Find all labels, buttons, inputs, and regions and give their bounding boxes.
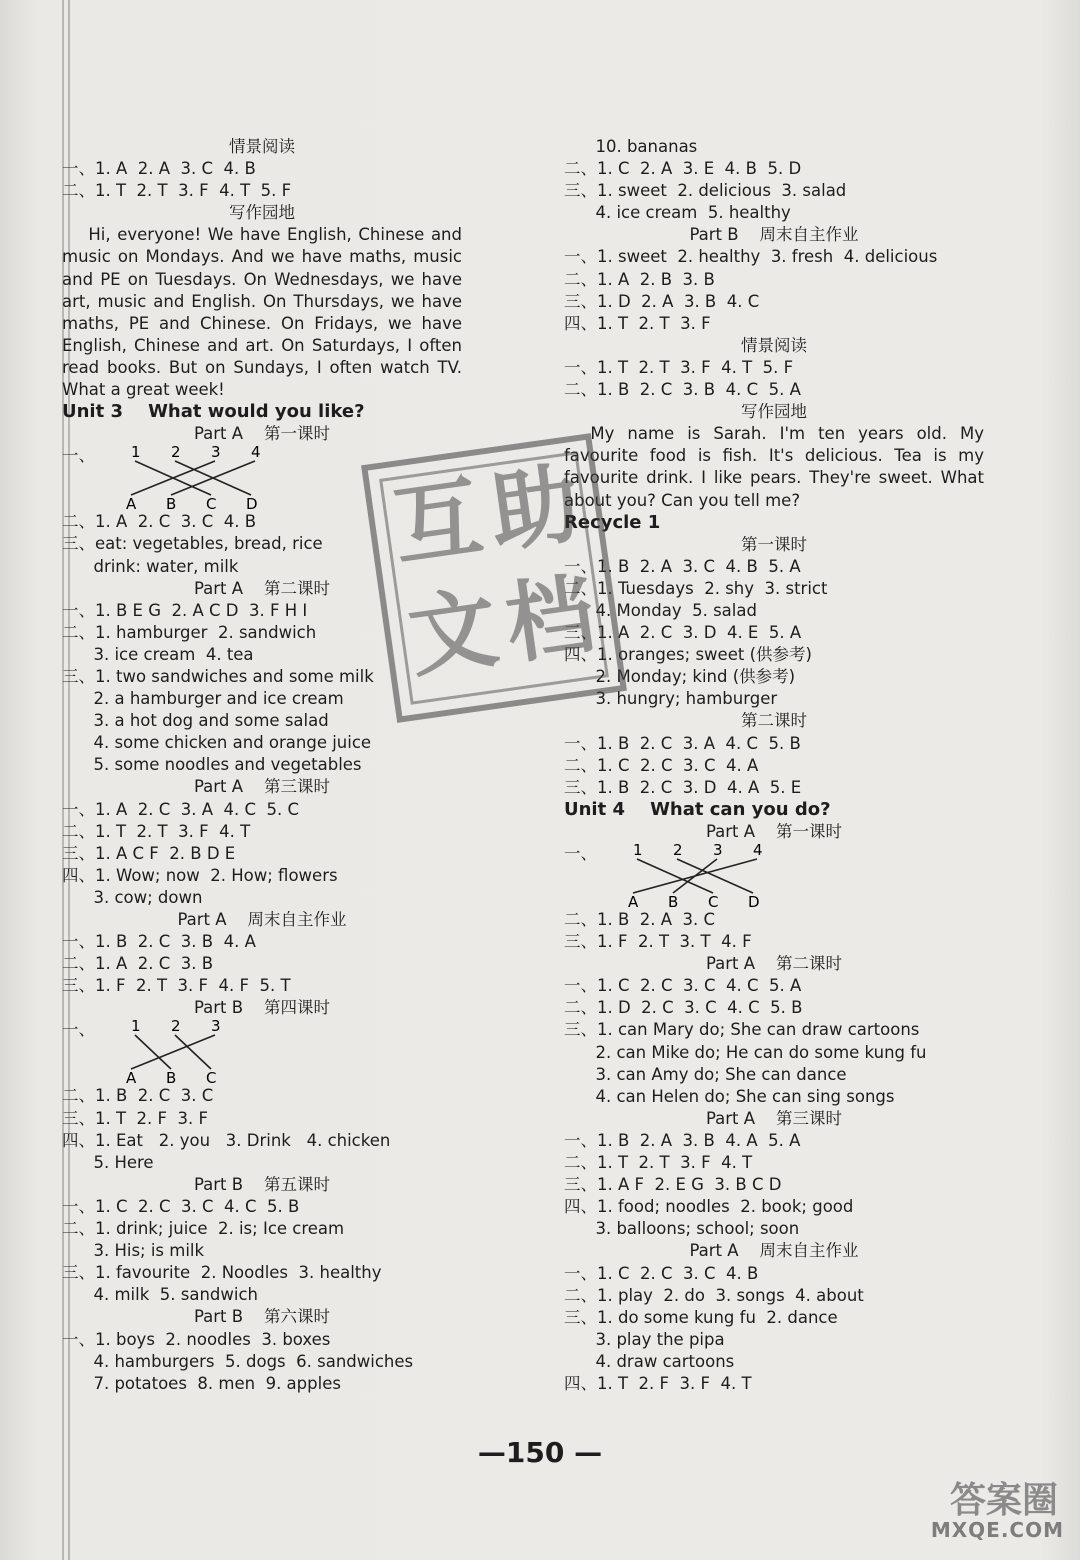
answer-line: 一、1. B 2. A 3. B 4. A 5. A <box>564 1130 801 1150</box>
matching-bottom-label: D <box>748 893 760 909</box>
section-heading: Part A 第二课时 <box>193 578 331 598</box>
answer-line: 二、1. A 2. C 3. C 4. B <box>62 512 257 532</box>
answer-line: 二、1. B 2. A 3. C <box>564 910 716 929</box>
matching-bottom-label: B <box>166 495 177 512</box>
answer-line: 3. can Amy do; She can dance <box>564 1064 847 1084</box>
writing-paragraph: My name is Sarah. I'm ten years old. My favourite food is fish. It's delicious. Tea is my favourite drink. I like pears. They're sweet. What about you? Can you tell me? <box>564 424 984 510</box>
unit-title: Unit 3 What would you like? <box>62 401 365 423</box>
answer-line: 5. some noodles and vegetables <box>62 755 362 775</box>
matching-top-label: 1 <box>131 1019 141 1036</box>
answer-line: 三、1. B 2. C 3. D 4. A 5. E <box>564 777 802 797</box>
answer-line: 一、1. C 2. C 3. C 4. C 5. A <box>564 976 802 996</box>
matching-bottom-label: C <box>708 893 719 909</box>
section-heading: Part A 第二课时 <box>705 954 843 974</box>
section-heading: Part A 第一课时 <box>705 821 843 841</box>
writing-paragraph: Hi, everyone! We have English, Chinese and music on Mondays. And we have maths, music and PE on Tuesdays. On Wednesdays, we have art, music and English. On Thursdays, we have maths, PE and Chinese. On Fridays, we have English, Chinese and art. On Saturdays, I often read books. But on Sundays, I often watch TV. What a great week! <box>62 225 462 400</box>
answer-line: 3. hungry; hamburger <box>564 689 778 709</box>
matching-diagram <box>597 843 797 909</box>
watermark-logo <box>868 1472 1068 1542</box>
answer-line: 4. milk 5. sandwich <box>62 1285 258 1305</box>
answer-line: 二、1. A 2. C 3. B <box>62 954 214 974</box>
answer-line: 三、1. F 2. T 3. F 4. F 5. T <box>62 976 291 996</box>
matching-line <box>131 461 215 495</box>
answer-line: 三、1. A 2. C 3. D 4. E 5. A <box>564 623 802 643</box>
section-heading: 写作园地 <box>741 402 807 422</box>
matching-line <box>633 859 757 893</box>
section-heading: Part A 第三课时 <box>705 1108 843 1128</box>
matching-bottom-label: B <box>668 893 679 909</box>
answer-line: 4. ice cream 5. healthy <box>564 203 791 223</box>
answer-line: 2. can Mike do; He can do some kung fu <box>564 1042 927 1062</box>
answer-line: 三、1. A F 2. E G 3. B C D <box>564 1175 782 1195</box>
matching-top-label: 3 <box>211 445 221 462</box>
matching-top-label: 1 <box>131 445 141 462</box>
section-heading: Part B 第五课时 <box>193 1174 331 1194</box>
matching-bottom-label: A <box>126 1069 137 1086</box>
answer-line: 3. balloons; school; soon <box>564 1219 800 1239</box>
answer-line: 三、1. sweet 2. delicious 3. salad <box>564 181 847 201</box>
answer-line: 三、1. T 2. F 3. F <box>62 1108 209 1128</box>
matching-bottom-label: A <box>126 495 137 512</box>
answer-line: 三、1. can Mary do; She can draw cartoons <box>564 1020 920 1040</box>
answer-line: 3. ice cream 4. tea <box>62 644 254 664</box>
section-heading: Part A 第一课时 <box>193 424 331 444</box>
watermark-top: 答案圈 <box>949 1480 1058 1521</box>
section-heading: 情景阅读 <box>229 137 295 156</box>
answer-line: 一、1. C 2. C 3. C 4. C 5. B <box>62 1196 300 1216</box>
answer-line: 四、1. T 2. F 3. F 4. T <box>564 1373 752 1393</box>
matching-line <box>171 461 255 495</box>
answer-line: 一、1. T 2. T 3. F 4. T 5. F <box>564 357 794 377</box>
stamp-seal <box>361 433 627 723</box>
matching-top-label: 2 <box>171 445 181 462</box>
section-heading: 第一课时 <box>741 534 807 554</box>
answer-line: 二、1. A 2. B 3. B <box>564 269 715 289</box>
answer-line: 二、1. D 2. C 3. C 4. C 5. B <box>564 998 803 1018</box>
stamp-char: 互 <box>386 463 489 579</box>
question-number: 一、 <box>564 844 597 863</box>
matching-bottom-label: C <box>206 495 217 512</box>
section-heading: 第二课时 <box>741 711 807 731</box>
answer-line: 四、1. Wow; now 2. How; flowers <box>62 865 338 885</box>
answer-line: 4. Monday 5. salad <box>564 600 757 620</box>
answer-line: 4. some chicken and orange juice <box>62 733 372 753</box>
matching-answer <box>564 843 984 909</box>
matching-top-label: 3 <box>211 1019 221 1036</box>
section-heading: Part A 第三课时 <box>193 777 331 797</box>
matching-line <box>131 1035 215 1069</box>
section-heading: Part A 周末自主作业 <box>177 910 347 929</box>
section-heading: 写作园地 <box>229 203 295 223</box>
unit-title: Unit 4 What can you do? <box>564 798 831 820</box>
section-heading: 情景阅读 <box>741 335 807 355</box>
answer-line: 一、1. B 2. C 3. B 4. A <box>62 932 256 952</box>
answer-line: 二、1. B 2. C 3. C <box>62 1086 214 1106</box>
answer-line: 二、1. T 2. T 3. F 4. T <box>62 821 251 841</box>
answer-line: 一、1. C 2. C 3. C 4. B <box>564 1263 759 1283</box>
matching-top-label: 2 <box>171 1019 181 1036</box>
answer-line: 4. hamburgers 5. dogs 6. sandwiches <box>62 1351 414 1371</box>
matching-answer <box>62 1019 462 1085</box>
answer-line: 二、1. Tuesdays 2. shy 3. strict <box>564 578 828 598</box>
unit-title: Recycle 1 <box>564 511 661 533</box>
answer-line: 二、1. hamburger 2. sandwich <box>62 622 317 642</box>
matching-top-label: 3 <box>713 843 723 859</box>
matching-top-label: 4 <box>753 843 763 859</box>
answer-line: 四、1. food; noodles 2. book; good <box>564 1197 854 1217</box>
answer-line: drink: water, milk <box>62 556 239 576</box>
answer-line: 四、1. Eat 2. you 3. Drink 4. chicken <box>62 1130 391 1150</box>
matching-diagram <box>95 445 295 511</box>
answer-line: 二、1. T 2. T 3. F 4. T <box>564 1153 753 1173</box>
answer-line: 二、1. B 2. C 3. B 4. C 5. A <box>564 380 801 400</box>
matching-diagram <box>95 1019 255 1085</box>
answer-line: 3. His; is milk <box>62 1241 205 1261</box>
answer-line: 一、1. B 2. A 3. C 4. B 5. A <box>564 556 801 576</box>
section-heading: Part B 第六课时 <box>193 1307 331 1327</box>
answer-line: 一、1. A 2. A 3. C 4. B <box>62 159 256 179</box>
matching-line <box>637 859 713 893</box>
question-number: 一、 <box>62 1020 95 1040</box>
answer-line: 三、eat: vegetables, bread, rice <box>62 534 323 554</box>
matching-bottom-label: D <box>246 495 258 512</box>
right-column <box>564 136 984 1395</box>
section-heading: Part B 周末自主作业 <box>689 225 859 245</box>
matching-line <box>135 1035 171 1069</box>
stamp-char: 文 <box>402 574 504 690</box>
answer-line: 四、1. oranges; sweet (供参考) <box>564 645 812 665</box>
answer-line: 三、1. F 2. T 3. T 4. F <box>564 932 752 952</box>
matching-top-label: 4 <box>251 445 261 462</box>
stamp-char: 助 <box>483 450 586 566</box>
answer-line: 3. a hot dog and some salad <box>62 711 329 731</box>
matching-bottom-label: A <box>628 893 639 909</box>
matching-top-label: 2 <box>673 843 683 859</box>
left-column <box>62 136 462 1395</box>
answer-line: 三、1. do some kung fu 2. dance <box>564 1307 838 1327</box>
answer-line: 2. Monday; kind (供参考) <box>564 667 796 687</box>
answer-line: 三、1. two sandwiches and some milk <box>62 666 374 686</box>
answer-line: 一、1. B 2. C 3. A 4. C 5. B <box>564 733 801 753</box>
answer-line: 一、1. A 2. C 3. A 4. C 5. C <box>62 799 300 819</box>
answer-line: 3. cow; down <box>62 887 203 907</box>
matching-bottom-label: C <box>206 1069 217 1086</box>
answer-line: 二、1. C 2. C 3. C 4. A <box>564 755 759 775</box>
answer-line: 二、1. drink; juice 2. is; Ice cream <box>62 1219 345 1239</box>
section-heading: Part B 第四课时 <box>193 998 331 1018</box>
watermark-bottom: MXQE.COM <box>930 1518 1064 1542</box>
answer-line: 4. draw cartoons <box>564 1351 735 1371</box>
matching-top-label: 1 <box>633 843 643 859</box>
answer-line: 4. can Helen do; She can sing songs <box>564 1086 895 1106</box>
matching-line <box>677 859 753 893</box>
matching-line <box>175 1035 211 1069</box>
answer-line: 3. play the pipa <box>564 1329 725 1349</box>
page-number: —150 — <box>477 1436 603 1469</box>
answer-line: 三、1. A C F 2. B D E <box>62 843 236 863</box>
answer-line: 7. potatoes 8. men 9. apples <box>62 1373 341 1393</box>
answer-line: 2. a hamburger and ice cream <box>62 689 344 709</box>
stamp-char: 档 <box>499 560 602 677</box>
answer-line: 一、1. boys 2. noodles 3. boxes <box>62 1329 331 1349</box>
answer-line: 10. bananas <box>564 137 698 156</box>
answer-line: 二、1. play 2. do 3. songs 4. about <box>564 1285 864 1305</box>
answer-line: 三、1. favourite 2. Noodles 3. healthy <box>62 1263 382 1283</box>
answer-line: 四、1. T 2. T 3. F <box>564 313 711 333</box>
answer-line: 三、1. D 2. A 3. B 4. C <box>564 291 760 311</box>
answer-line: 二、1. T 2. T 3. F 4. T 5. F <box>62 181 292 201</box>
answer-line: 二、1. C 2. A 3. E 4. B 5. D <box>564 159 802 179</box>
answer-line: 5. Here <box>62 1152 154 1172</box>
answer-line: 一、1. B E G 2. A C D 3. F H I <box>62 600 308 620</box>
answer-line: 一、1. sweet 2. healthy 3. fresh 4. delicious <box>564 247 938 267</box>
section-heading: Part A 周末自主作业 <box>689 1241 859 1261</box>
matching-bottom-label: B <box>166 1069 177 1086</box>
question-number: 一、 <box>62 446 95 466</box>
